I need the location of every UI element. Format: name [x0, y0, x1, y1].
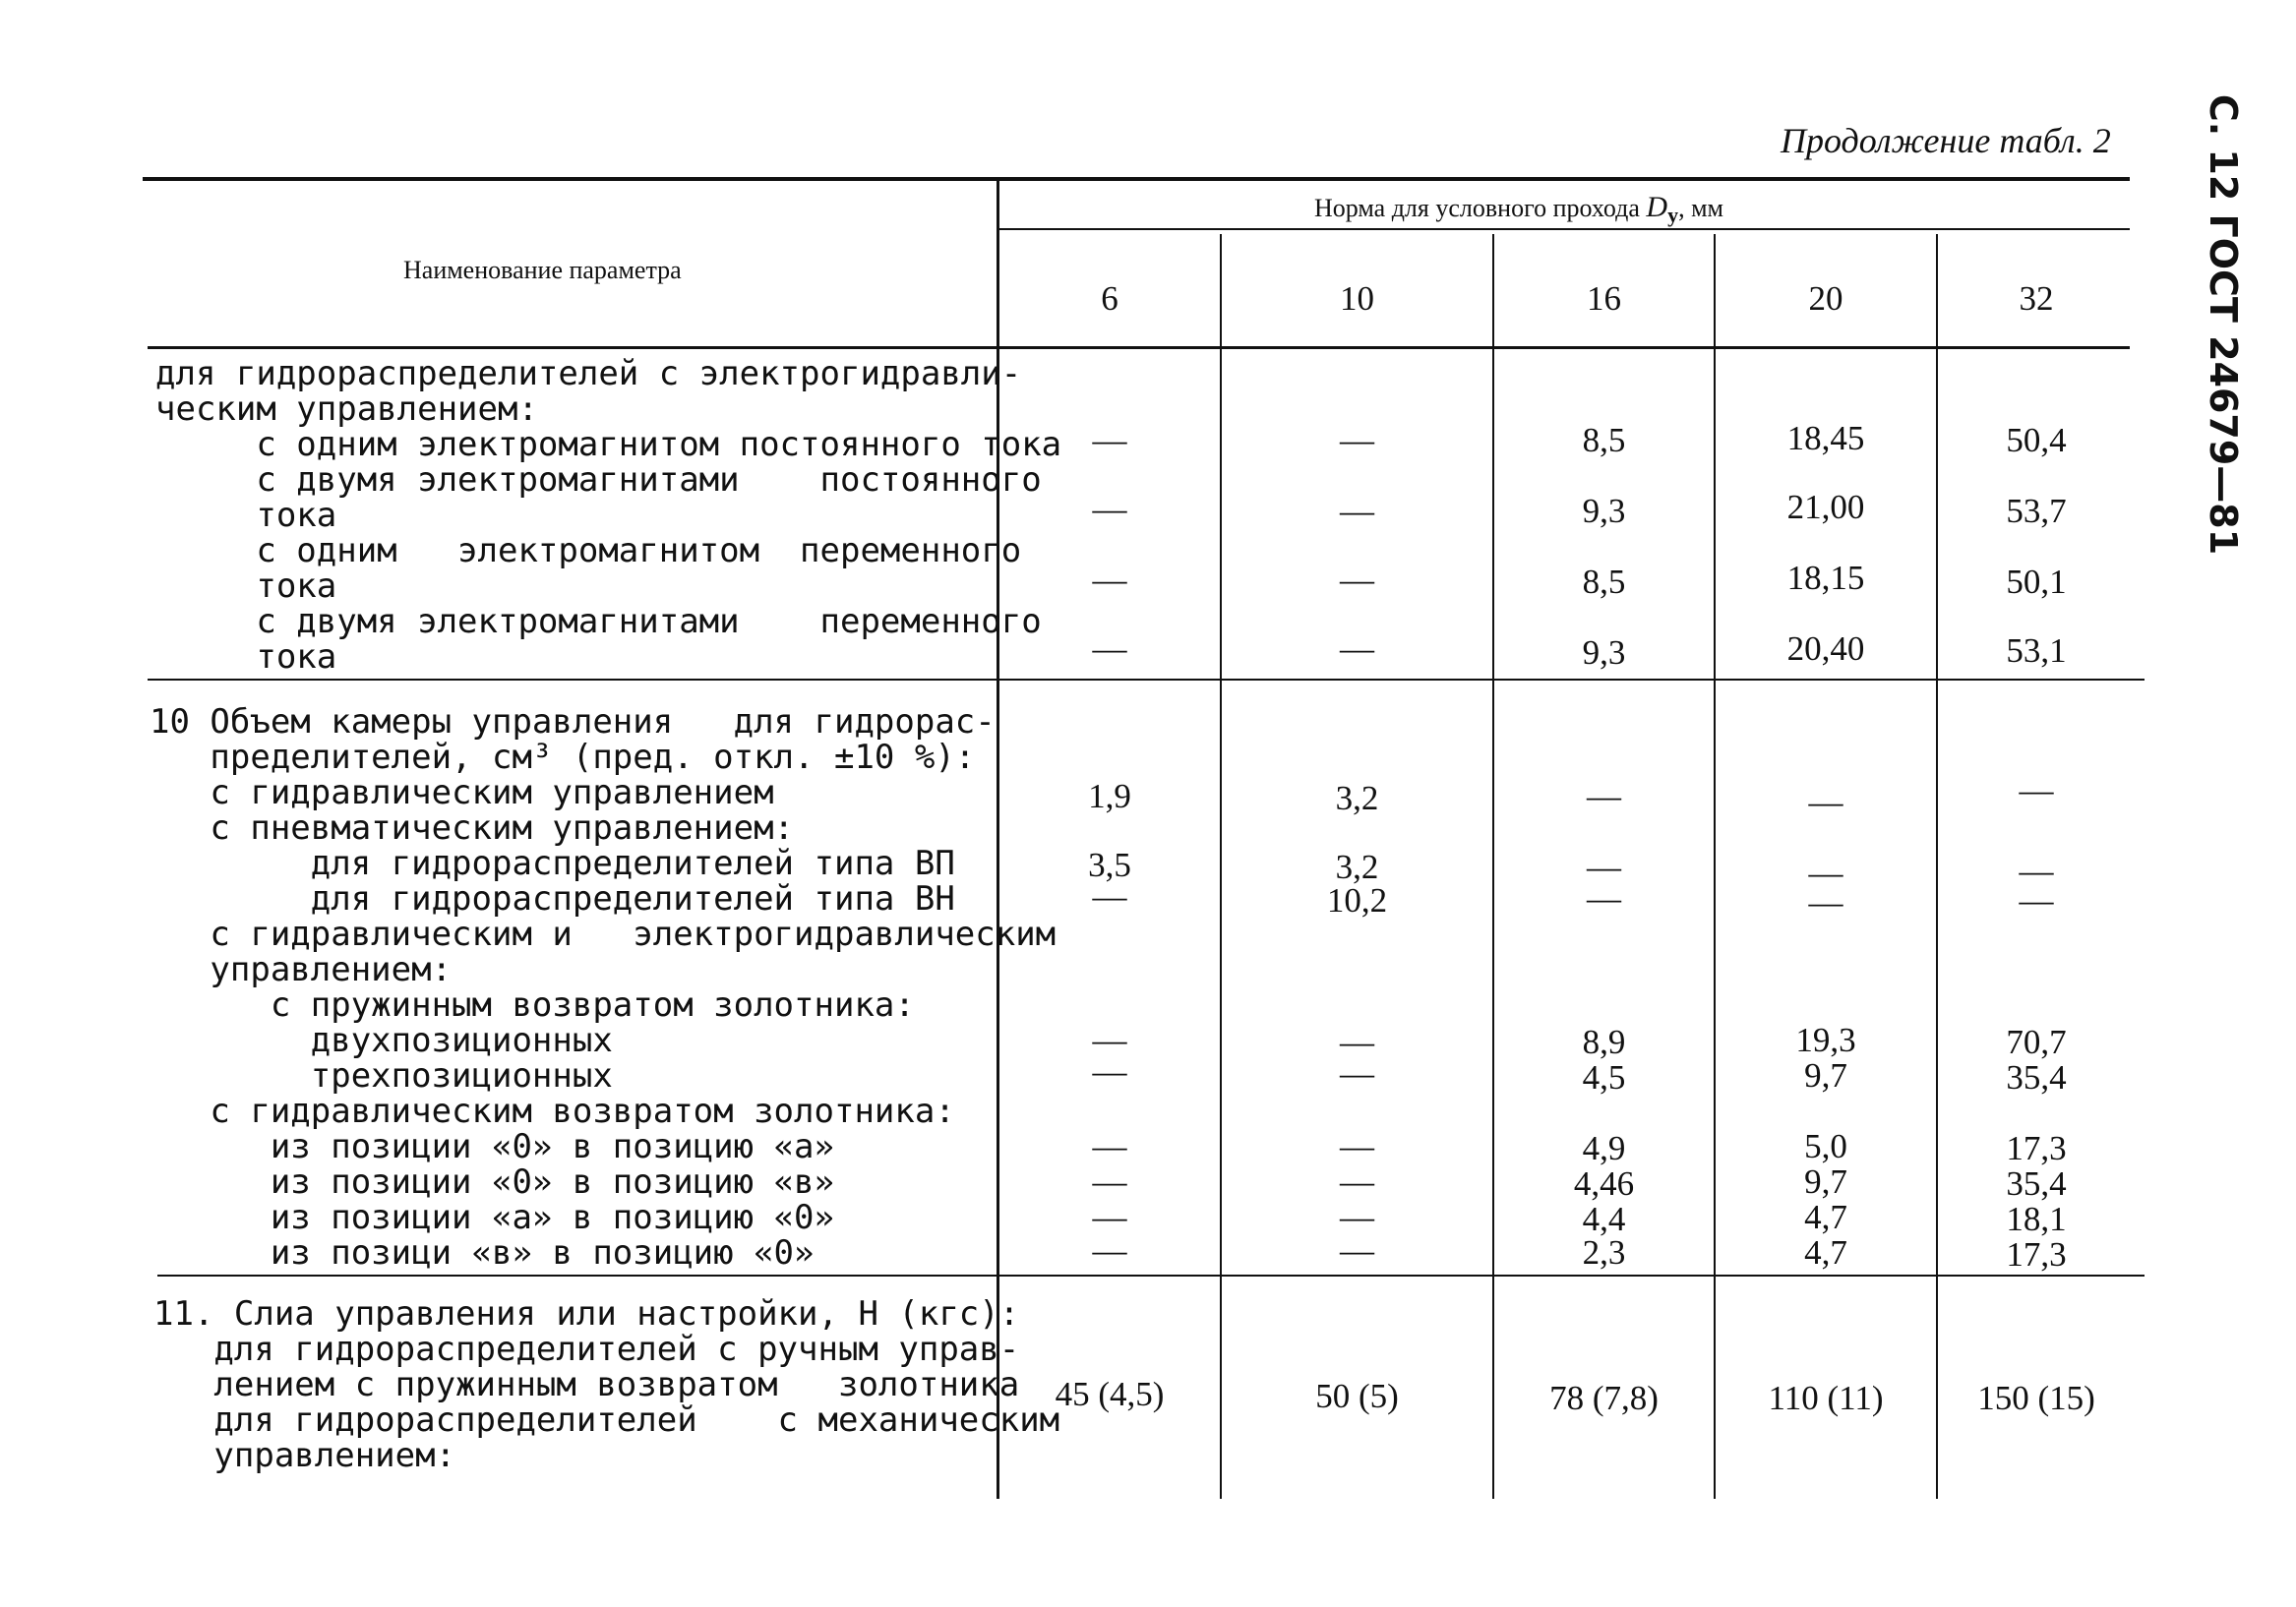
- table-cell: 9,7: [1804, 1056, 1847, 1095]
- table-cell: 3,5: [1088, 846, 1131, 884]
- header-bottom-rule: [148, 346, 2130, 349]
- table-cell: —: [1340, 629, 1374, 668]
- table-cell: 10,2: [1326, 881, 1388, 920]
- table-cell: 18,15: [1786, 559, 1865, 597]
- table-cell: —: [1092, 1162, 1127, 1201]
- table-cell: 17,3: [2006, 1129, 2067, 1167]
- table-cell: 53,7: [2006, 492, 2067, 530]
- table-cell: —: [1808, 783, 1843, 821]
- table-cell: —: [1587, 777, 1621, 815]
- table-top-rule: [143, 177, 2130, 181]
- column-header-6: 6: [1101, 279, 1118, 318]
- table-cell: 4,7: [1804, 1198, 1847, 1236]
- table-cell: 35,4: [2006, 1058, 2067, 1097]
- table-cell: 150 (15): [1977, 1379, 2095, 1417]
- column-header-16: 16: [1587, 279, 1621, 318]
- table-cell: 8,9: [1582, 1023, 1626, 1061]
- table-cell: —: [1808, 883, 1843, 922]
- table-cell: 8,5: [1582, 563, 1626, 601]
- table-cell: —: [1092, 1052, 1127, 1091]
- table-cell: 21,00: [1786, 488, 1865, 526]
- table-cell: 18,45: [1786, 419, 1865, 457]
- table-cell: —: [2019, 771, 2054, 809]
- column-header-32: 32: [2019, 279, 2054, 318]
- table-cell: 1,9: [1088, 777, 1131, 815]
- table-cell: 19,3: [1795, 1021, 1856, 1059]
- table-cell: —: [1808, 854, 1843, 892]
- table-cell: —: [1340, 421, 1374, 459]
- table-cell: 18,1: [2006, 1200, 2067, 1238]
- continuation-label: Продолжение табл. 2: [1781, 121, 2111, 160]
- section1-rule: [148, 679, 2145, 681]
- table-cell: —: [1340, 1023, 1374, 1061]
- table-cell: 53,1: [2006, 631, 2067, 670]
- table-cell: 50,4: [2006, 421, 2067, 459]
- table-cell: 5,0: [1804, 1127, 1847, 1165]
- table-cell: 9,3: [1582, 492, 1626, 530]
- table-cell: 4,7: [1804, 1233, 1847, 1272]
- table-cell: —: [1340, 1054, 1374, 1093]
- header-norm-label: Норма для условного прохода $D_y$, мм: [1314, 191, 1723, 228]
- table-cell: 45 (4,5): [1055, 1375, 1165, 1413]
- table-cell: —: [1092, 561, 1127, 599]
- table-cell: 17,3: [2006, 1235, 2067, 1274]
- table-cell: —: [1092, 1127, 1127, 1165]
- section2-text: 10 Объем камеры управления для гидрорас- пределителей, см³ (пред. откл. ±10 %): с гидравлическим управлением с пневматическим управлением: для гидрораспределителей типа ВП для гидрораспределителей типа ВН с гидравлическим и электрогидравлическим управлением: с пружинным возвратом золотника: двухпозиционных трехпозиционных с гидравлическим возвратом золотника: из позиции «0» в позицию «а» из позиции «0» в позицию «в» из позиции «а» в позицию «0» из позици «в» в позицию «0»: [150, 702, 1057, 1273]
- table-cell: 4,46: [1573, 1164, 1635, 1203]
- table-cell: —: [1092, 421, 1127, 459]
- table-cell: —: [1340, 492, 1374, 530]
- table-cell: —: [2019, 881, 2054, 920]
- table-cell: 8,5: [1582, 421, 1626, 459]
- column-header-20: 20: [1808, 279, 1843, 318]
- section3-text: 11. Слиа управления или настройки, Н (кгс): для гидрораспределителей с ручным управ- лением с пружинным возвратом золотника для гидрораспределителей с механическим управлением:: [153, 1294, 1060, 1475]
- table-cell: —: [1092, 877, 1127, 916]
- table-cell: —: [1587, 879, 1621, 918]
- table-cell: 4,4: [1582, 1200, 1626, 1238]
- table-cell: —: [1092, 629, 1127, 668]
- table-cell: —: [1092, 1021, 1127, 1059]
- section2-rule: [157, 1275, 2145, 1277]
- table-cell: 35,4: [2006, 1164, 2067, 1203]
- table-cell: 4,5: [1582, 1058, 1626, 1097]
- table-cell: —: [1587, 848, 1621, 886]
- header-param-label: Наименование параметра: [403, 256, 682, 284]
- table-cell: —: [1340, 1198, 1374, 1236]
- table-cell: —: [1340, 1162, 1374, 1201]
- table-cell: 20,40: [1786, 629, 1865, 668]
- table-cell: —: [2019, 852, 2054, 890]
- table-cell: —: [1340, 1127, 1374, 1165]
- table-cell: —: [1092, 1231, 1127, 1270]
- column-header-10: 10: [1340, 279, 1374, 318]
- table-cell: 2,3: [1582, 1233, 1626, 1272]
- table-cell: 9,3: [1582, 633, 1626, 672]
- table-cell: —: [1340, 561, 1374, 599]
- section1-text: для гидрораспределителей с электрогидравли- ческим управлением: с одним электромагнитом постоянного тока с двумя электромагнитами постоянного тока с одним электромагнитом переменного тока с двумя электромагнитами переменного тока: [155, 354, 1062, 677]
- table-cell: 9,7: [1804, 1162, 1847, 1201]
- table-cell: 78 (7,8): [1549, 1379, 1659, 1417]
- page-side-header: С. 12 ГОСТ 24679—81: [2202, 93, 2245, 556]
- table-cell: —: [1092, 490, 1127, 528]
- table-cell: —: [1340, 1231, 1374, 1270]
- table-cell: 50 (5): [1315, 1377, 1399, 1415]
- table-cell: 70,7: [2006, 1023, 2067, 1061]
- table-cell: 3,2: [1335, 779, 1379, 817]
- table-cell: 110 (11): [1768, 1379, 1884, 1417]
- header-subrule: [998, 228, 2130, 230]
- table-cell: 50,1: [2006, 563, 2067, 601]
- table-cell: —: [1092, 1198, 1127, 1236]
- table-cell: 4,9: [1582, 1129, 1626, 1167]
- table-cell: 3,2: [1335, 848, 1379, 886]
